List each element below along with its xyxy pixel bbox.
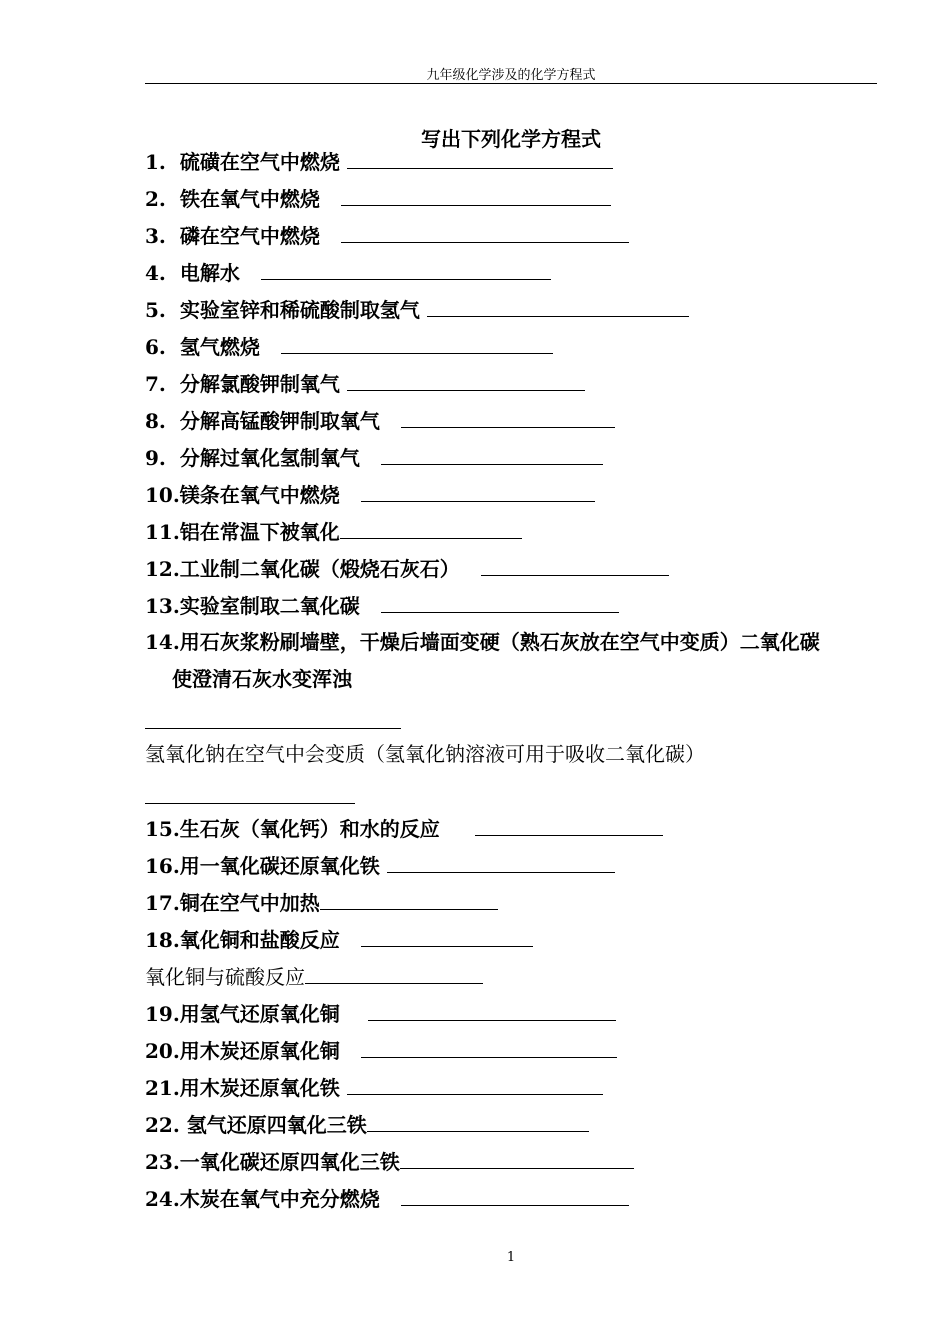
question-12: [145, 555, 669, 582]
answer-blank[interactable]: [341, 185, 611, 206]
question-5: [145, 296, 689, 323]
answer-blank[interactable]: [347, 1074, 603, 1095]
question-7: [145, 370, 585, 397]
question-21: [145, 1074, 603, 1101]
question-number: 22.: [145, 1113, 180, 1137]
question-9: [145, 444, 603, 471]
answer-blank[interactable]: [347, 148, 613, 169]
question-23: [145, 1148, 634, 1175]
question-number: 6.: [145, 335, 166, 359]
question-number: 15.: [145, 817, 180, 841]
question-number: 2.: [145, 187, 166, 211]
question-number: 4.: [145, 261, 166, 285]
question-number: 18.: [145, 928, 180, 952]
question-text: 实验室制取二氧化碳: [179, 594, 360, 618]
answer-blank[interactable]: [401, 1185, 629, 1206]
answer-blank[interactable]: [340, 518, 522, 539]
question-number: 9.: [145, 446, 166, 470]
question-20: [145, 1037, 617, 1064]
answer-blank[interactable]: [368, 1000, 616, 1021]
question-number: 1.: [145, 150, 166, 174]
answer-blank[interactable]: [347, 370, 585, 391]
answer-blank[interactable]: [281, 333, 553, 354]
question-14-continued: 使澄清石灰水变浑浊: [172, 667, 352, 691]
question-24: [145, 1185, 629, 1212]
question-number: 14.: [145, 630, 180, 654]
answer-blank[interactable]: [361, 481, 595, 502]
question-text: 用氢气还原氧化铜: [179, 1002, 340, 1026]
answer-blank[interactable]: [427, 296, 689, 317]
answer-blank[interactable]: [145, 728, 401, 729]
question-number: 7.: [145, 372, 166, 396]
question-6: [145, 333, 553, 360]
question-2: [145, 185, 611, 212]
question-8: [145, 407, 615, 434]
question-4: [145, 259, 551, 286]
question-number: 5.: [145, 298, 166, 322]
question-text: 电解水: [179, 261, 240, 285]
question-19: [145, 1000, 616, 1027]
question-text: 实验室锌和稀硫酸制取氢气: [179, 298, 420, 322]
question-number: 10.: [145, 483, 180, 507]
question-text: 氢氧化钠在空气中会变质（氢氧化钠溶液可用于吸收二氧化碳）: [145, 742, 705, 766]
question-17: [145, 889, 498, 916]
question-number: 20.: [145, 1039, 180, 1063]
question-text: 一氧化碳还原四氧化三铁: [179, 1150, 400, 1174]
question-text: 氢气燃烧: [179, 335, 260, 359]
question-text: 铜在空气中加热: [179, 891, 320, 915]
question-number: 21.: [145, 1076, 180, 1100]
question-text: 工业制二氧化碳（煅烧石灰石）: [179, 557, 460, 581]
answer-blank[interactable]: [341, 222, 629, 243]
question-1: [145, 148, 613, 175]
question-text: 分解过氧化氢制氧气: [179, 446, 360, 470]
question-number: 11.: [145, 520, 180, 544]
question-text: 分解高锰酸钾制取氧气: [179, 409, 380, 433]
question-number: 8.: [145, 409, 166, 433]
question-text: 铝在常温下被氧化: [179, 520, 340, 544]
question-13: [145, 592, 619, 619]
question-22: [145, 1111, 589, 1138]
question-text: 铁在氧气中燃烧: [179, 187, 320, 211]
answer-blank[interactable]: [387, 852, 615, 873]
question-text: 木炭在氧气中充分燃烧: [179, 1187, 380, 1211]
question-text: 用石灰浆粉刷墙壁，干燥后墙面变硬（熟石灰放在空气中变质）二氧化碳: [179, 630, 820, 654]
worksheet-title: 写出下列化学方程式: [421, 127, 601, 151]
answer-blank[interactable]: [367, 1111, 589, 1132]
question-text: 分解氯酸钾制氧气: [179, 372, 340, 396]
question-text: 用木炭还原氧化铜: [179, 1039, 340, 1063]
answer-blank[interactable]: [261, 259, 551, 280]
question-text: 生石灰（氧化钙）和水的反应: [179, 817, 440, 841]
question-3: [145, 222, 629, 249]
answer-blank[interactable]: [320, 889, 498, 910]
question-10: [145, 481, 595, 508]
question-text: 氧化铜与硫酸反应: [145, 965, 305, 989]
page-number: 1: [506, 1250, 516, 1265]
answer-blank[interactable]: [361, 1037, 617, 1058]
question-text: 氢气还原四氧化三铁: [186, 1113, 367, 1137]
question-16: [145, 852, 615, 879]
question-text: 氧化铜和盐酸反应: [179, 928, 340, 952]
question-text: 磷在空气中燃烧: [179, 224, 320, 248]
answer-blank[interactable]: [475, 815, 663, 836]
answer-blank[interactable]: [305, 963, 483, 984]
question-18: [145, 926, 533, 953]
answer-blank[interactable]: [361, 926, 533, 947]
question-number: 13.: [145, 594, 180, 618]
question-number: 12.: [145, 557, 180, 581]
answer-blank[interactable]: [401, 407, 615, 428]
answer-blank[interactable]: [381, 444, 603, 465]
question-number: 17.: [145, 891, 180, 915]
question-text: 用木炭还原氧化铁: [179, 1076, 340, 1100]
question-number: 23.: [145, 1150, 180, 1174]
question-14-naoh: [145, 741, 705, 767]
question-number: 16.: [145, 854, 180, 878]
question-15: [145, 815, 663, 842]
answer-blank[interactable]: [400, 1148, 634, 1169]
question-18-sulfuric: [145, 963, 483, 990]
question-number: 3.: [145, 224, 166, 248]
question-number: 19.: [145, 1002, 180, 1026]
question-14: [145, 629, 820, 655]
answer-blank[interactable]: [381, 592, 619, 613]
question-11: [145, 518, 522, 545]
page-header: 九年级化学涉及的化学方程式: [426, 68, 596, 83]
question-text: 硫磺在空气中燃烧: [179, 150, 340, 174]
header-rule: [145, 83, 877, 84]
question-text: 镁条在氧气中燃烧: [179, 483, 340, 507]
answer-blank[interactable]: [481, 555, 669, 576]
question-number: 24.: [145, 1187, 180, 1211]
question-text: 用一氧化碳还原氧化铁: [179, 854, 380, 878]
answer-blank[interactable]: [145, 803, 355, 804]
